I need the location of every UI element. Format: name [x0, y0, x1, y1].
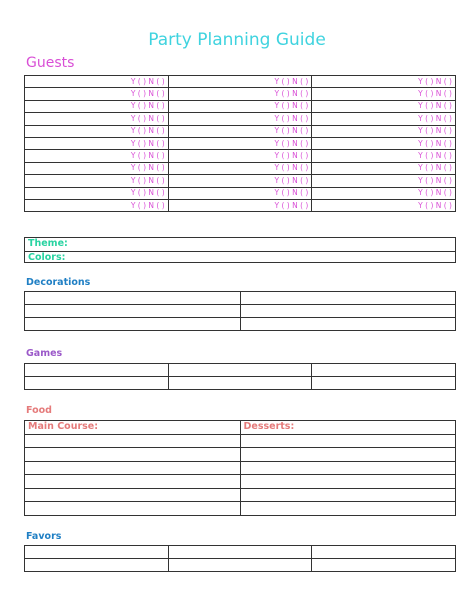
colors-field[interactable]: Colors:: [25, 251, 455, 265]
table-cell[interactable]: [25, 434, 241, 448]
guest-rsvp-cell[interactable]: Y ( ) N ( ): [312, 150, 456, 162]
favors-heading: Favors: [26, 531, 62, 542]
guest-row: [25, 100, 456, 112]
guest-rsvp-cell[interactable]: Y ( ) N ( ): [168, 199, 312, 211]
guest-row: [25, 162, 456, 174]
decorations-table: [24, 291, 456, 331]
table-cell[interactable]: [312, 559, 456, 572]
guest-row: [25, 113, 456, 125]
table-cell[interactable]: [25, 292, 241, 305]
table-cell[interactable]: [240, 502, 456, 516]
guest-rsvp-cell[interactable]: Y ( ) N ( ): [312, 162, 456, 174]
table-cell[interactable]: [312, 364, 456, 377]
guest-rsvp-cell[interactable]: Y ( ) N ( ): [312, 113, 456, 125]
guest-rsvp-cell[interactable]: Y ( ) N ( ): [312, 76, 456, 88]
guest-rsvp-cell[interactable]: Y ( ) N ( ): [168, 175, 312, 187]
table-cell[interactable]: [168, 559, 312, 572]
guest-rsvp-cell[interactable]: Y ( ) N ( ): [312, 137, 456, 149]
table-cell[interactable]: [240, 461, 456, 475]
table-cell[interactable]: [168, 364, 312, 377]
table-cell[interactable]: [25, 377, 169, 390]
guest-rsvp-cell[interactable]: Y ( ) N ( ): [25, 113, 169, 125]
guest-row: [25, 187, 456, 199]
table-cell[interactable]: [240, 292, 456, 305]
table-cell[interactable]: [25, 502, 241, 516]
theme-field[interactable]: Theme:: [28, 238, 68, 249]
table-cell[interactable]: [312, 546, 456, 559]
guests-heading: Guests: [26, 55, 75, 71]
food-heading: Food: [26, 405, 52, 416]
guest-rsvp-cell[interactable]: Y ( ) N ( ): [312, 125, 456, 137]
guest-rsvp-cell[interactable]: Y ( ) N ( ): [168, 187, 312, 199]
guest-rsvp-cell[interactable]: Y ( ) N ( ): [25, 76, 169, 88]
guest-rsvp-cell[interactable]: Y ( ) N ( ): [25, 187, 169, 199]
guests-table: [24, 75, 456, 212]
guest-rsvp-cell[interactable]: Y ( ) N ( ): [312, 199, 456, 211]
guest-rsvp-cell[interactable]: Y ( ) N ( ): [168, 100, 312, 112]
page-title: Party Planning Guide: [148, 30, 326, 50]
guest-rsvp-cell[interactable]: Y ( ) N ( ): [25, 100, 169, 112]
table-cell[interactable]: [25, 305, 241, 318]
guest-row: [25, 150, 456, 162]
guest-row: [25, 175, 456, 187]
guest-row: [25, 88, 456, 100]
table-cell[interactable]: [240, 318, 456, 331]
guest-rsvp-cell[interactable]: Y ( ) N ( ): [168, 113, 312, 125]
guest-rsvp-cell[interactable]: Y ( ) N ( ): [312, 88, 456, 100]
guest-rsvp-cell[interactable]: Y ( ) N ( ): [25, 125, 169, 137]
table-cell[interactable]: [168, 377, 312, 390]
decorations-heading: Decorations: [26, 277, 91, 288]
guest-row: [25, 137, 456, 149]
guest-rsvp-cell[interactable]: Y ( ) N ( ): [312, 187, 456, 199]
table-cell[interactable]: [25, 475, 241, 489]
table-cell[interactable]: [312, 377, 456, 390]
food-table: [24, 420, 456, 516]
guest-rsvp-cell[interactable]: Y ( ) N ( ): [168, 125, 312, 137]
table-cell[interactable]: [25, 448, 241, 462]
table-cell[interactable]: [25, 546, 169, 559]
guest-rsvp-cell[interactable]: Y ( ) N ( ): [168, 162, 312, 174]
table-cell[interactable]: [168, 546, 312, 559]
guest-rsvp-cell[interactable]: Y ( ) N ( ): [25, 150, 169, 162]
table-cell[interactable]: [240, 448, 456, 462]
table-cell[interactable]: [25, 488, 241, 502]
table-cell[interactable]: [240, 434, 456, 448]
games-table: [24, 363, 456, 390]
guest-rsvp-cell[interactable]: Y ( ) N ( ): [312, 100, 456, 112]
guest-rsvp-cell[interactable]: Y ( ) N ( ): [168, 76, 312, 88]
table-cell[interactable]: [25, 461, 241, 475]
guest-rsvp-cell[interactable]: Y ( ) N ( ): [25, 175, 169, 187]
games-heading: Games: [26, 348, 63, 359]
table-cell[interactable]: [25, 559, 169, 572]
guest-rsvp-cell[interactable]: Y ( ) N ( ): [168, 88, 312, 100]
table-cell[interactable]: [240, 475, 456, 489]
guest-rsvp-cell[interactable]: Y ( ) N ( ): [25, 88, 169, 100]
table-cell[interactable]: [25, 364, 169, 377]
guest-rsvp-cell[interactable]: Y ( ) N ( ): [25, 199, 169, 211]
guest-rsvp-cell[interactable]: Y ( ) N ( ): [168, 137, 312, 149]
favors-table: [24, 545, 456, 572]
guest-row: [25, 76, 456, 88]
desserts-header: Desserts:: [240, 421, 456, 435]
guest-row: [25, 199, 456, 211]
main-course-header: Main Course:: [25, 421, 241, 435]
table-cell[interactable]: [240, 488, 456, 502]
guest-row: [25, 125, 456, 137]
table-cell[interactable]: [25, 318, 241, 331]
theme-box: [24, 237, 456, 263]
table-cell[interactable]: [240, 305, 456, 318]
guest-rsvp-cell[interactable]: Y ( ) N ( ): [312, 175, 456, 187]
guest-rsvp-cell[interactable]: Y ( ) N ( ): [25, 162, 169, 174]
guest-rsvp-cell[interactable]: Y ( ) N ( ): [25, 137, 169, 149]
guest-rsvp-cell[interactable]: Y ( ) N ( ): [168, 150, 312, 162]
